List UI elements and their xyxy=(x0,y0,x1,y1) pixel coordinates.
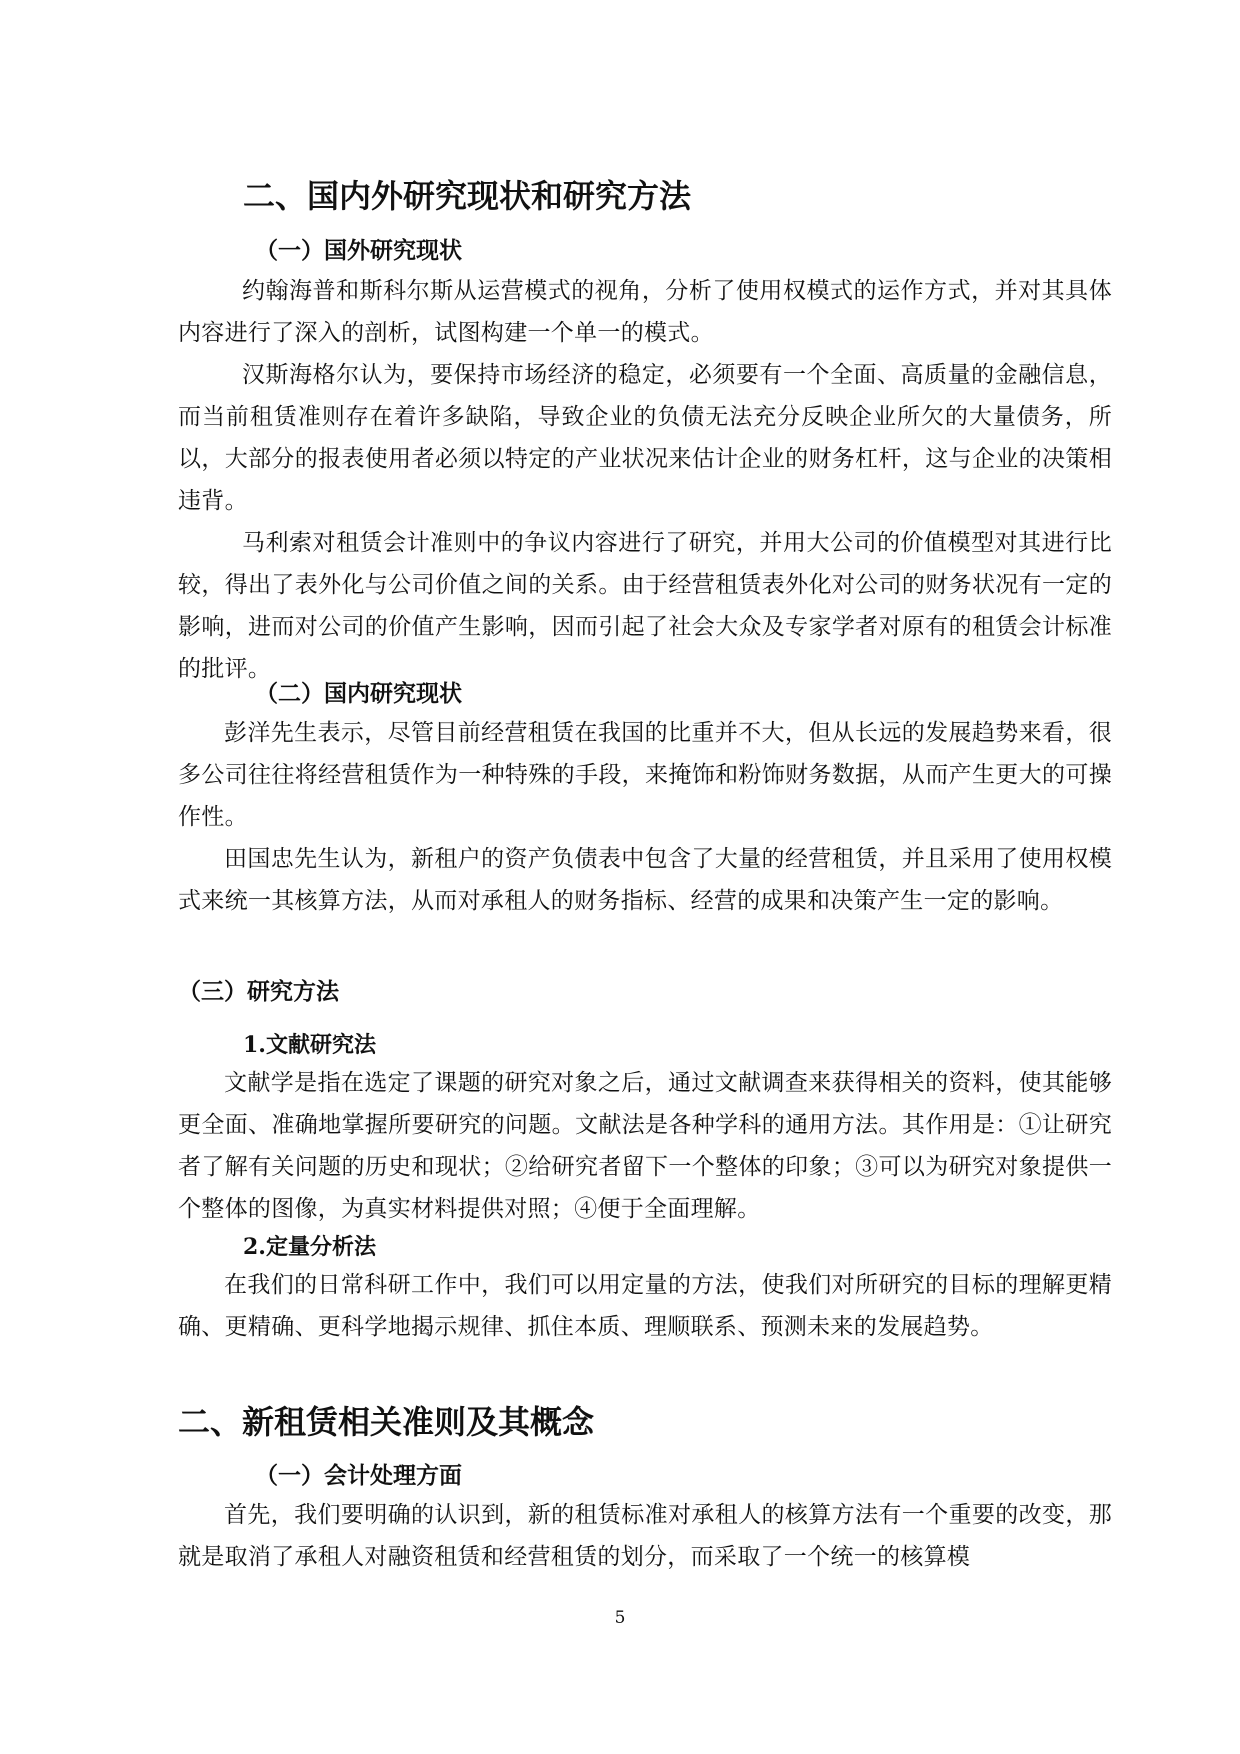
subheading-accounting-treatment: （一）会计处理方面 xyxy=(255,1462,462,1489)
paragraph-accounting-treatment: 首先，我们要明确的认识到，新的租赁标准对承租人的核算方法有一个重要的改变，那就是取消了承租人对融资租赁和经营租赁的划分，而采取了一个统一的核算模 xyxy=(178,1502,1112,1570)
paragraph-foreign-2: 汉斯海格尔认为，要保持市场经济的稳定，必须要有一个全面、高质量的金融信息，而当前租赁准则存在着许多缺陷，导致企业的负债无法充分反映企业所欠的大量债务，所以，大部分的报表使用者必须以特定的产业状况来估计企业的财务杠杆，这与企业的决策相违背。 xyxy=(178,362,1112,514)
subheading-research-methods: （三）研究方法 xyxy=(178,978,339,1005)
page-number: 5 xyxy=(614,1608,626,1628)
paragraph-domestic-1: 彭洋先生表示，尽管目前经营租赁在我国的比重并不大，但从长远的发展趋势来看，很多公司往往将经营租赁作为一种特殊的手段，来掩饰和粉饰财务数据，从而产生更大的可操作性。 xyxy=(178,720,1112,830)
paragraph-foreign-1: 约翰海普和斯科尔斯从运营模式的视角，分析了使用权模式的运作方式，并对其具体内容进行了深入的剖析，试图构建一个单一的模式。 xyxy=(178,278,1112,346)
subheading-foreign-research: （一）国外研究现状 xyxy=(255,237,462,264)
section-heading-research-status: 二、国内外研究现状和研究方法 xyxy=(243,177,692,215)
subheading-domestic-research: （二）国内研究现状 xyxy=(255,680,462,707)
method-heading-quantitative: 2.定量分析法 xyxy=(243,1234,376,1260)
paragraph-domestic-2: 田国忠先生认为，新租户的资产负债表中包含了大量的经营租赁，并且采用了使用权模式来统一其核算方法，从而对承租人的财务指标、经营的成果和决策产生一定的影响。 xyxy=(178,846,1112,914)
paragraph-quantitative-method: 在我们的日常科研工作中，我们可以用定量的方法，使我们对所研究的目标的理解更精确、更精确、更科学地揭示规律、抓住本质、理顺联系、预测未来的发展趋势。 xyxy=(178,1272,1112,1340)
paragraph-foreign-3: 马利索对租赁会计准则中的争议内容进行了研究，并用大公司的价值模型对其进行比较，得出了表外化与公司价值之间的关系。由于经营租赁表外化对公司的财务状况有一定的影响，进而对公司的价值产生影响，因而引起了社会大众及专家学者对原有的租赁会计标准的批评。 xyxy=(178,530,1112,682)
paragraph-literature-method: 文献学是指在选定了课题的研究对象之后，通过文献调查来获得相关的资料，使其能够更全面、准确地掌握所要研究的问题。文献法是各种学科的通用方法。其作用是：①让研究者了解有关问题的历史和现状；②给研究者留下一个整体的印象；③可以为研究对象提供一个整体的图像，为真实材料提供对照；④便于全面理解。 xyxy=(178,1070,1112,1222)
section-heading-new-lease-standards: 二、新租赁相关准则及其概念 xyxy=(178,1403,595,1441)
method-heading-literature: 1.文献研究法 xyxy=(243,1032,376,1058)
